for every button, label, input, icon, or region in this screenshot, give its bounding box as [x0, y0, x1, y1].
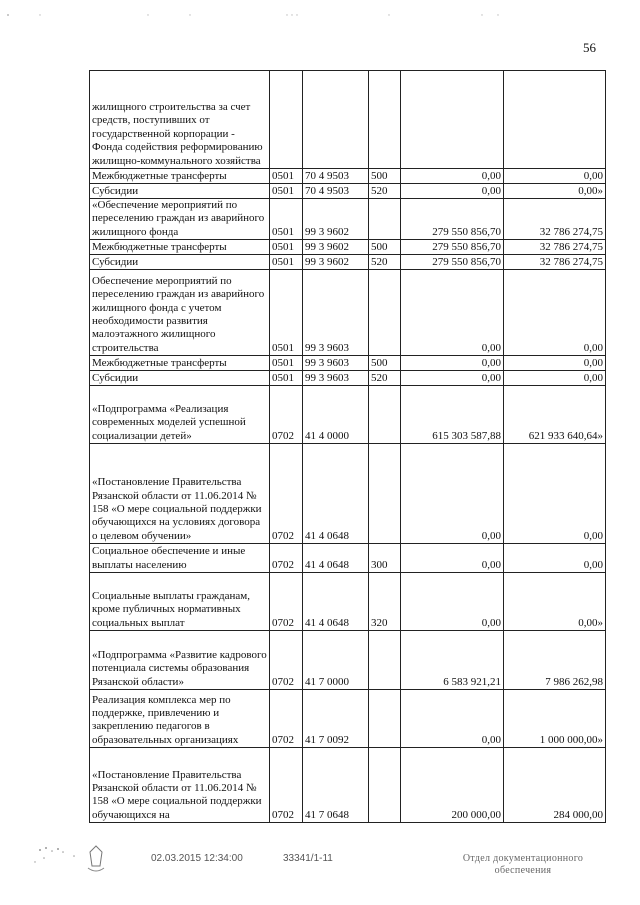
- row-sum-2015-cell: 0,00: [401, 169, 504, 184]
- row-sum-2015-cell: 0,00: [401, 444, 504, 544]
- row-name-cell: Межбюджетные трансферты: [90, 240, 270, 255]
- table-row: [90, 631, 606, 690]
- footer-datetime: 02.03.2015 12:34:00: [151, 853, 243, 864]
- row-type-cell: [369, 748, 401, 823]
- row-article-cell: 41 7 0648: [303, 748, 369, 823]
- row-section-cell: 0501: [270, 199, 303, 240]
- row-sum-2016-cell: 284 000,00: [504, 748, 606, 823]
- row-section-cell: 0501: [270, 255, 303, 270]
- row-section-cell: 0501: [270, 371, 303, 386]
- row-name-cell: Обеспечение мероприятий по переселению граждан из аварийного жилищного фонда с учетом необходимости развития малоэтажного жилищного строительства: [90, 270, 270, 356]
- row-type-cell: 500: [369, 240, 401, 255]
- row-section-cell: 0501: [270, 169, 303, 184]
- row-name-cell: Социальные выплаты гражданам, кроме публичных нормативных социальных выплат: [90, 573, 270, 631]
- row-section-cell: 0702: [270, 444, 303, 544]
- stamp-emblem: [30, 838, 120, 878]
- row-sum-2015-cell: 0,00: [401, 544, 504, 573]
- row-sum-2015-cell: 279 550 856,70: [401, 199, 504, 240]
- row-article-cell: 41 4 0648: [303, 573, 369, 631]
- row-sum-2015-cell: 0,00: [401, 573, 504, 631]
- table-row: [90, 386, 606, 444]
- row-section-cell: 0501: [270, 356, 303, 371]
- table-row: [90, 199, 606, 240]
- row-sum-2016-cell: [504, 71, 606, 169]
- row-name-cell: «Обеспечение мероприятий по переселению граждан из аварийного жилищного фонда: [90, 199, 270, 240]
- row-section-cell: 0702: [270, 573, 303, 631]
- row-sum-2015-cell: 0,00: [401, 356, 504, 371]
- row-sum-2015-cell: 0,00: [401, 270, 504, 356]
- row-name-cell: жилищного строительства за счет средств, поступивших от государственной корпорации - Фонда содействия реформированию жилищно-коммунального хозяйства: [90, 71, 270, 169]
- row-name-cell: «Подпрограмма «Реализация современных моделей успешной социализации детей»: [90, 386, 270, 444]
- row-section-cell: 0702: [270, 631, 303, 690]
- budget-table: [89, 70, 606, 823]
- row-name-cell: Субсидии: [90, 184, 270, 199]
- table-row: [90, 573, 606, 631]
- row-sum-2016-cell: 1 000 000,00»: [504, 690, 606, 748]
- row-name-cell: Реализация комплекса мер по поддержке, привлечению и закреплению педагогов в образовательных организациях: [90, 690, 270, 748]
- row-section-cell: 0501: [270, 184, 303, 199]
- row-article-cell: 41 7 0092: [303, 690, 369, 748]
- row-section-cell: 0702: [270, 748, 303, 823]
- row-type-cell: 500: [369, 356, 401, 371]
- scan-noise: [0, 4, 640, 8]
- row-name-cell: Субсидии: [90, 371, 270, 386]
- row-sum-2016-cell: 0,00»: [504, 573, 606, 631]
- row-sum-2016-cell: 0,00: [504, 169, 606, 184]
- row-type-cell: 520: [369, 255, 401, 270]
- row-name-cell: Субсидии: [90, 255, 270, 270]
- row-article-cell: 41 4 0648: [303, 544, 369, 573]
- row-type-cell: 520: [369, 184, 401, 199]
- row-sum-2016-cell: 0,00: [504, 444, 606, 544]
- row-sum-2015-cell: [401, 71, 504, 169]
- row-type-cell: [369, 386, 401, 444]
- table-row: [90, 444, 606, 544]
- row-article-cell: [303, 71, 369, 169]
- row-section-cell: 0501: [270, 240, 303, 255]
- row-sum-2016-cell: 0,00»: [504, 184, 606, 199]
- table-row: [90, 255, 606, 270]
- row-sum-2015-cell: 200 000,00: [401, 748, 504, 823]
- table-row: [90, 544, 606, 573]
- row-type-cell: 500: [369, 169, 401, 184]
- row-article-cell: 99 3 9603: [303, 270, 369, 356]
- row-sum-2016-cell: 32 786 274,75: [504, 255, 606, 270]
- page-number: 56: [583, 40, 596, 55]
- row-type-cell: [369, 690, 401, 748]
- table-row: [90, 690, 606, 748]
- table-row: [90, 356, 606, 371]
- row-sum-2016-cell: 0,00: [504, 270, 606, 356]
- row-section-cell: 0702: [270, 690, 303, 748]
- row-section-cell: 0702: [270, 544, 303, 573]
- row-name-cell: Межбюджетные трансферты: [90, 356, 270, 371]
- footer-department: Отдел документационного обеспечения: [462, 853, 584, 876]
- row-type-cell: [369, 199, 401, 240]
- row-sum-2015-cell: 279 550 856,70: [401, 255, 504, 270]
- row-type-cell: [369, 631, 401, 690]
- row-sum-2016-cell: 0,00: [504, 371, 606, 386]
- row-article-cell: 70 4 9503: [303, 169, 369, 184]
- row-type-cell: 520: [369, 371, 401, 386]
- row-section-cell: 0501: [270, 270, 303, 356]
- row-sum-2016-cell: 0,00: [504, 356, 606, 371]
- row-name-cell: «Подпрограмма «Развитие кадрового потенциала системы образования Рязанской области»: [90, 631, 270, 690]
- row-sum-2015-cell: 0,00: [401, 184, 504, 199]
- row-sum-2015-cell: 279 550 856,70: [401, 240, 504, 255]
- row-sum-2016-cell: 0,00: [504, 544, 606, 573]
- row-type-cell: 300: [369, 544, 401, 573]
- row-type-cell: 320: [369, 573, 401, 631]
- row-sum-2015-cell: 615 303 587,88: [401, 386, 504, 444]
- row-name-cell: Социальное обеспечение и иные выплаты населению: [90, 544, 270, 573]
- row-sum-2016-cell: 7 986 262,98: [504, 631, 606, 690]
- table-row: [90, 169, 606, 184]
- row-name-cell: «Постановление Правительства Рязанской области от 11.06.2014 № 158 «О мере социальной поддержки обучающихся на условиях договора о целевом обучении»: [90, 444, 270, 544]
- row-article-cell: 99 3 9603: [303, 371, 369, 386]
- table-row: [90, 371, 606, 386]
- row-sum-2015-cell: 6 583 921,21: [401, 631, 504, 690]
- row-type-cell: [369, 444, 401, 544]
- row-sum-2015-cell: 0,00: [401, 371, 504, 386]
- footer-doc-number: 33341/1-11: [283, 853, 333, 864]
- row-sum-2015-cell: 0,00: [401, 690, 504, 748]
- row-article-cell: 70 4 9503: [303, 184, 369, 199]
- row-article-cell: 99 3 9603: [303, 356, 369, 371]
- table-row: [90, 748, 606, 823]
- row-article-cell: 99 3 9602: [303, 255, 369, 270]
- row-section-cell: 0702: [270, 386, 303, 444]
- row-sum-2016-cell: 32 786 274,75: [504, 240, 606, 255]
- row-article-cell: 41 4 0000: [303, 386, 369, 444]
- table-row: [90, 184, 606, 199]
- row-sum-2016-cell: 621 933 640,64»: [504, 386, 606, 444]
- row-section-cell: [270, 71, 303, 169]
- row-article-cell: 99 3 9602: [303, 199, 369, 240]
- table-row: [90, 71, 606, 169]
- row-name-cell: «Постановление Правительства Рязанской области от 11.06.2014 № 158 «О мере социальной поддержки обучающихся на: [90, 748, 270, 823]
- table-row: [90, 270, 606, 356]
- row-article-cell: 41 7 0000: [303, 631, 369, 690]
- row-type-cell: [369, 270, 401, 356]
- table-row: [90, 240, 606, 255]
- row-article-cell: 41 4 0648: [303, 444, 369, 544]
- row-sum-2016-cell: 32 786 274,75: [504, 199, 606, 240]
- row-name-cell: Межбюджетные трансферты: [90, 169, 270, 184]
- row-article-cell: 99 3 9602: [303, 240, 369, 255]
- row-type-cell: [369, 71, 401, 169]
